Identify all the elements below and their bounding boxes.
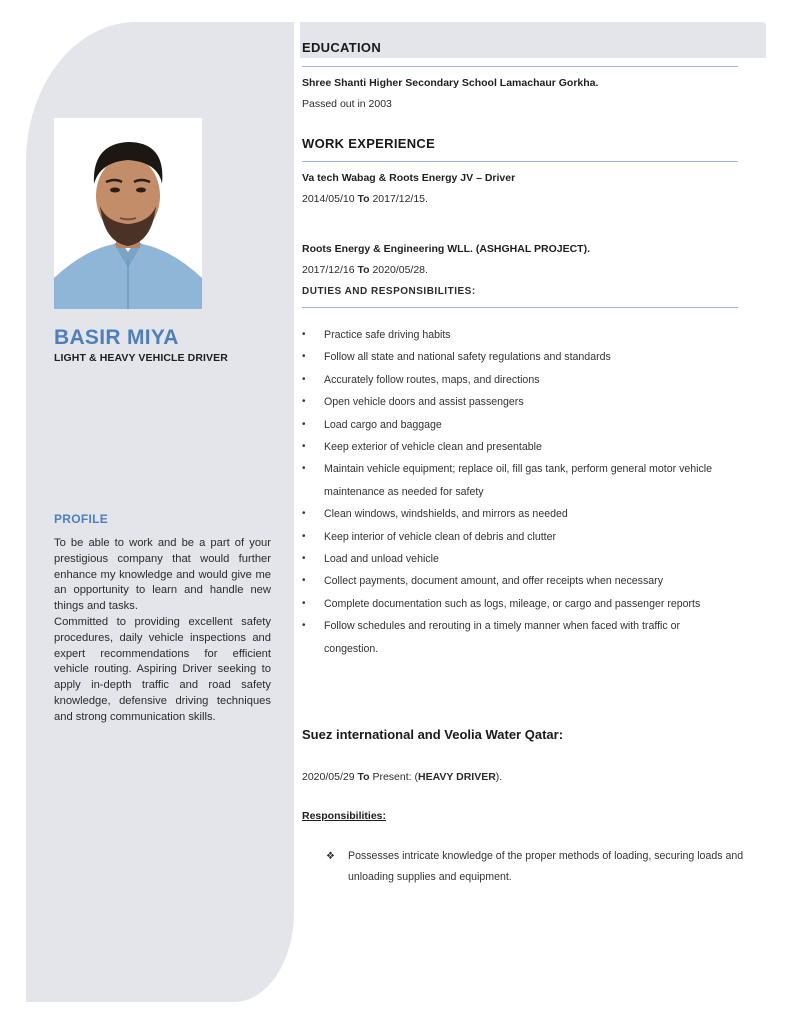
bullet-icon: • xyxy=(302,463,306,475)
list-item: • Follow all state and national safety regulations and standards xyxy=(302,346,732,368)
profile-summary xyxy=(54,536,271,726)
candidate-title: LIGHT & HEAVY VEHICLE DRIVER xyxy=(54,352,228,364)
profile-paragraph: To be able to work and be a part of your prestigious company that would further enhance my knowledge and would give me an opportunity to learn and handle new things and tasks. xyxy=(54,537,271,613)
list-item: • Collect payments, document amount, and offer receipts when necessary xyxy=(302,570,732,592)
list-item: • Open vehicle doors and assist passengers xyxy=(302,391,732,413)
work-experience-heading: WORK EXPERIENCE xyxy=(302,136,436,151)
bullet-icon: • xyxy=(302,396,306,408)
diamond-bullet-icon: ❖ xyxy=(326,851,335,862)
job3-title: Suez international and Veolia Water Qatar: xyxy=(302,727,564,742)
list-item: • Clean windows, windshields, and mirrors as needed xyxy=(302,503,732,525)
list-item: • Complete documentation such as logs, mileage, or cargo and passenger reports xyxy=(302,593,732,615)
duties-divider xyxy=(302,307,738,308)
job3-present: Present: ( xyxy=(372,771,418,783)
work-divider xyxy=(302,161,738,162)
bullet-icon: • xyxy=(302,553,306,565)
bullet-icon: • xyxy=(302,373,306,385)
education-heading: EDUCATION xyxy=(302,40,382,55)
list-item: • Maintain vehicle equipment; replace oil, fill gas tank, perform general motor vehicle maintenance as needed for safety xyxy=(302,458,732,503)
list-item: • Keep interior of vehicle clean of debris and clutter xyxy=(302,526,732,548)
job2-end-date: 2020/05/28. xyxy=(372,264,428,276)
bullet-icon: • xyxy=(302,530,306,542)
job1-end-date: 2017/12/15. xyxy=(372,193,428,205)
bullet-icon: • xyxy=(302,329,306,340)
duties-heading: DUTIES AND RESPONSIBILITIES: xyxy=(302,286,476,297)
job3-responsibilities-heading: Responsibilities: xyxy=(302,810,387,822)
duties-list xyxy=(302,324,732,660)
list-item: • Follow schedules and rerouting in a timely manner when faced with traffic or congestion. xyxy=(302,615,732,660)
list-item: • Keep exterior of vehicle clean and presentable xyxy=(302,436,732,458)
job2-title: Roots Energy & Engineering WLL. (ASHGHAL PROJECT). xyxy=(302,243,590,255)
job3-start-date: 2020/05/29 xyxy=(302,771,355,783)
candidate-name: BASIR MIYA xyxy=(54,326,179,349)
bullet-icon: • xyxy=(302,351,306,363)
list-item: • Load and unload vehicle xyxy=(302,548,732,570)
to-label: To xyxy=(357,193,370,205)
job2-start-date: 2017/12/16 xyxy=(302,264,355,276)
job2-dates xyxy=(302,264,738,276)
education-divider xyxy=(302,66,738,67)
profile-photo xyxy=(54,118,202,309)
bullet-icon: • xyxy=(302,441,306,453)
job1-dates xyxy=(302,193,738,205)
profile-paragraph: Committed to providing excellent safety procedures, daily vehicle inspections and expert recommendations for efficient vehicle routing. Aspiring Driver seeking to apply in-depth traffic and road safety knowledge, defensive driving techniques and strong communication skills. xyxy=(54,615,271,723)
graduation-year: Passed out in 2003 xyxy=(302,98,392,110)
bullet-icon: • xyxy=(302,597,306,609)
bullet-icon: • xyxy=(302,575,306,587)
profile-heading: PROFILE xyxy=(54,512,109,526)
list-item: • Practice safe driving habits xyxy=(302,324,732,346)
job3-dates-end: ). xyxy=(495,771,503,783)
to-label: To xyxy=(357,264,370,276)
list-item: • Accurately follow routes, maps, and directions xyxy=(302,369,732,391)
school-name: Shree Shanti Higher Secondary School Lamachaur Gorkha. xyxy=(302,77,599,89)
list-item: • Load cargo and baggage xyxy=(302,414,732,436)
bullet-icon: • xyxy=(302,418,306,430)
job1-start-date: 2014/05/10 xyxy=(302,193,355,205)
job3-role: HEAVY DRIVER xyxy=(418,771,496,783)
job1-title: Va tech Wabag & Roots Energy JV – Driver xyxy=(302,172,516,184)
job3-dates xyxy=(302,771,738,783)
person-portrait-icon xyxy=(54,118,202,309)
to-label: To xyxy=(357,771,370,783)
bullet-icon: • xyxy=(302,620,306,632)
job3-responsibility-item: ❖ Possesses intricate knowledge of the proper methods of loading, securing loads and unloading supplies and equipment. xyxy=(326,846,748,888)
bullet-icon: • xyxy=(302,508,306,520)
